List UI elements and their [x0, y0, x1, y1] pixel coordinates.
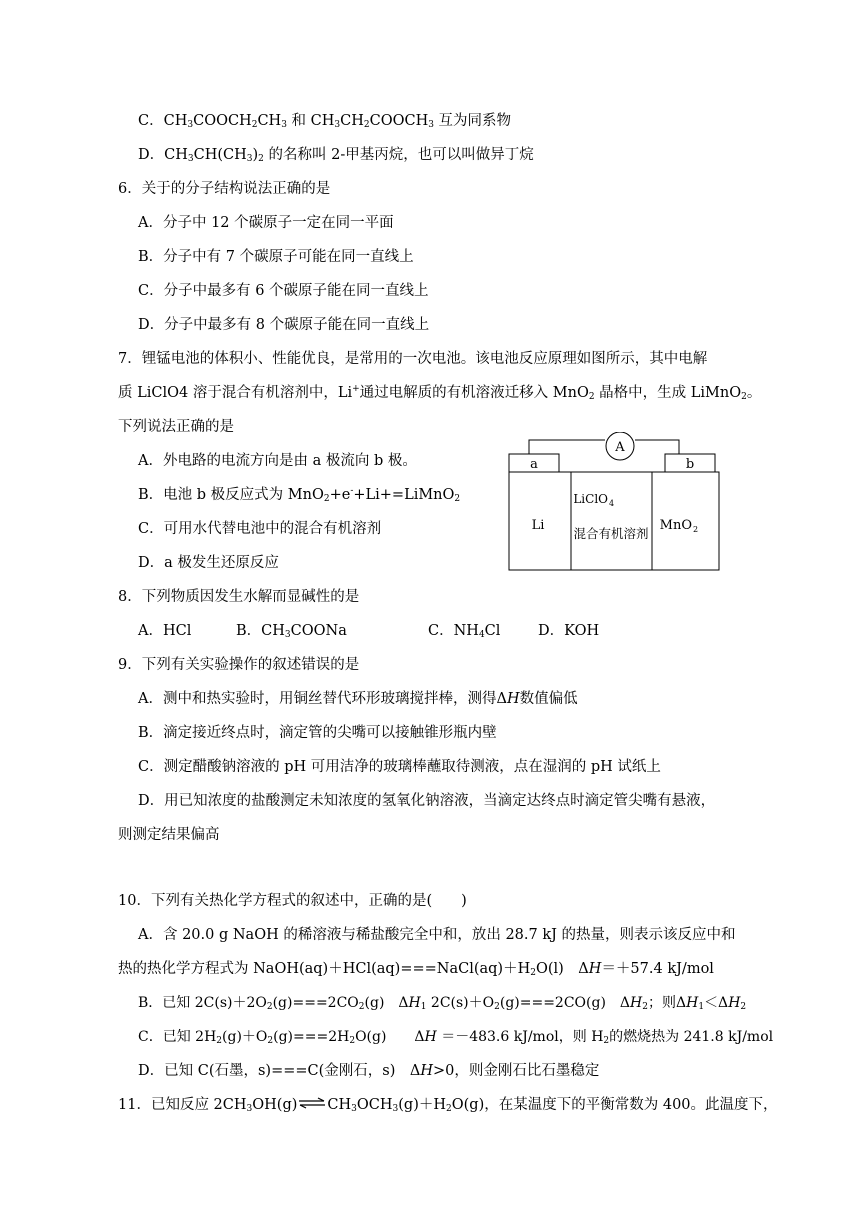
q9-option-c: C．测定醋酸钠溶液的 pH 可用洁净的玻璃棒蘸取待测液，点在湿润的 pH 试纸上 [138, 759, 661, 775]
q7-option-c: C．可用水代替电池中的混合有机溶剂 [138, 521, 382, 537]
q6-option-a: A．分子中 12 个碳原子一定在同一平面 [138, 215, 394, 231]
q7-stem-line2: 质 LiClO4 溶于混合有机溶剂中，Li+通过电解质的有机溶液迁移入 MnO$_2$ 晶格中，生成 LiMnO$_2$。 [118, 384, 762, 402]
q8-option-d: D．KOH [538, 623, 600, 639]
q7-option-b: B．电池 b 极反应式为 MnO$_2$+e-+Li+=LiMnO$_2$ [138, 486, 461, 504]
equilibrium-arrow-icon [297, 1096, 327, 1108]
q8-stem: 8．下列物质因发生水解而显碱性的是 [118, 589, 360, 605]
solvent-label: 混合有机溶剂 [573, 526, 649, 541]
electrode-mno2-subscript: 2 [693, 525, 699, 534]
q10-option-c: C．已知 $2H_2(g)+O_2(g)===2H_2O(g)$ ΔH ＝－483.6 kJ/mol，则 $H_2$的燃烧热为 241.8 kJ/mol [138, 1029, 774, 1046]
q10-option-a-line1: A．含 20.0 g NaOH 的稀溶液与稀盐酸完全中和，放出 28.7 kJ 的热量，则表示该反应中和 [138, 927, 736, 943]
q8-option-b: B．$CH_3COONa$ [236, 623, 347, 640]
battery-diagram [505, 432, 720, 574]
q10-option-a-line2: 热的热化学方程式为 $NaOH(aq)+HCl(aq)===NaCl(aq)+H_2O(l)$ ΔH＝＋57.4 kJ/mol [118, 961, 714, 978]
q8-option-c: C．$NH_4Cl$ [428, 623, 501, 640]
q6-option-c: C．分子中最多有 6 个碳原子能在同一直线上 [138, 283, 429, 299]
electrolyte-subscript: 4 [609, 499, 615, 508]
terminal-b-label: b [685, 457, 695, 472]
q9-option-d-line2: 则测定结果偏高 [118, 827, 220, 843]
ammeter-label: A [615, 440, 625, 455]
wire-left [529, 440, 605, 454]
electrolyte-label: LiClO [573, 492, 608, 506]
q7-option-a: A．外电路的电流方向是由 a 极流向 b 极。 [138, 453, 417, 469]
q6-stem: 6．关于的分子结构说法正确的是 [118, 181, 331, 197]
q11-stem: 11．已知反应 $2CH_3OH(g)$ $CH_3OCH_3(g)+H_2O(g)$，在某温度下的平衡常数为 400。此温度下， [118, 1097, 778, 1114]
q9-option-d-line1: D．用已知浓度的盐酸测定未知浓度的氢氧化钠溶液，当滴定达终点时滴定管尖嘴有悬液， [138, 793, 716, 809]
terminal-a-label: a [530, 457, 538, 472]
q6-option-b: B．分子中有 7 个碳原子可能在同一直线上 [138, 249, 414, 265]
q5-option-d: D．$CH_3CH(CH_3)_2$ 的名称叫 2-甲基丙烷，也可以叫做异丁烷 [138, 147, 534, 164]
electrode-li-label: Li [531, 518, 545, 533]
q10-option-b: B．已知 $2C(s)+2O_2(g)===2CO_2(g)$ $\Delta H_1$ $2C(s)+O_2(g)===2CO(g)$ $\Delta H_2$；则$\Delta H_1<\Delta H_2$ [138, 995, 747, 1012]
q9-option-b: B．滴定接近终点时，滴定管的尖嘴可以接触锥形瓶内壁 [138, 725, 497, 741]
q10-stem: 10．下列有关热化学方程式的叙述中，正确的是( ) [118, 893, 467, 909]
q5-option-c: C．$CH_3COOCH_2CH_3$ 和 $CH_3CH_2COOCH_3$ 互为同系物 [138, 113, 512, 130]
electrode-mno2-label: MnO [659, 518, 692, 533]
q9-option-a: A．测中和热实验时，用铜丝替代环形玻璃搅拌棒，测得ΔH数值偏低 [138, 691, 578, 707]
q8-option-a: A．HCl [138, 623, 192, 639]
q7-option-d: D．a 极发生还原反应 [138, 555, 279, 571]
q6-option-d: D．分子中最多有 8 个碳原子能在同一直线上 [138, 317, 430, 333]
q7-stem-line3: 下列说法正确的是 [118, 419, 234, 435]
q7-stem-line1: 7．锂锰电池的体积小、性能优良，是常用的一次电池。该电池反应原理如图所示，其中电解 [118, 351, 708, 367]
battery-diagram-svg [505, 432, 720, 574]
q9-stem: 9．下列有关实验操作的叙述错误的是 [118, 657, 360, 673]
q10-option-d: D．已知 C(石墨，s)===C(金刚石，s) ΔH>0，则金刚石比石墨稳定 [138, 1063, 600, 1079]
wire-right [635, 440, 679, 454]
